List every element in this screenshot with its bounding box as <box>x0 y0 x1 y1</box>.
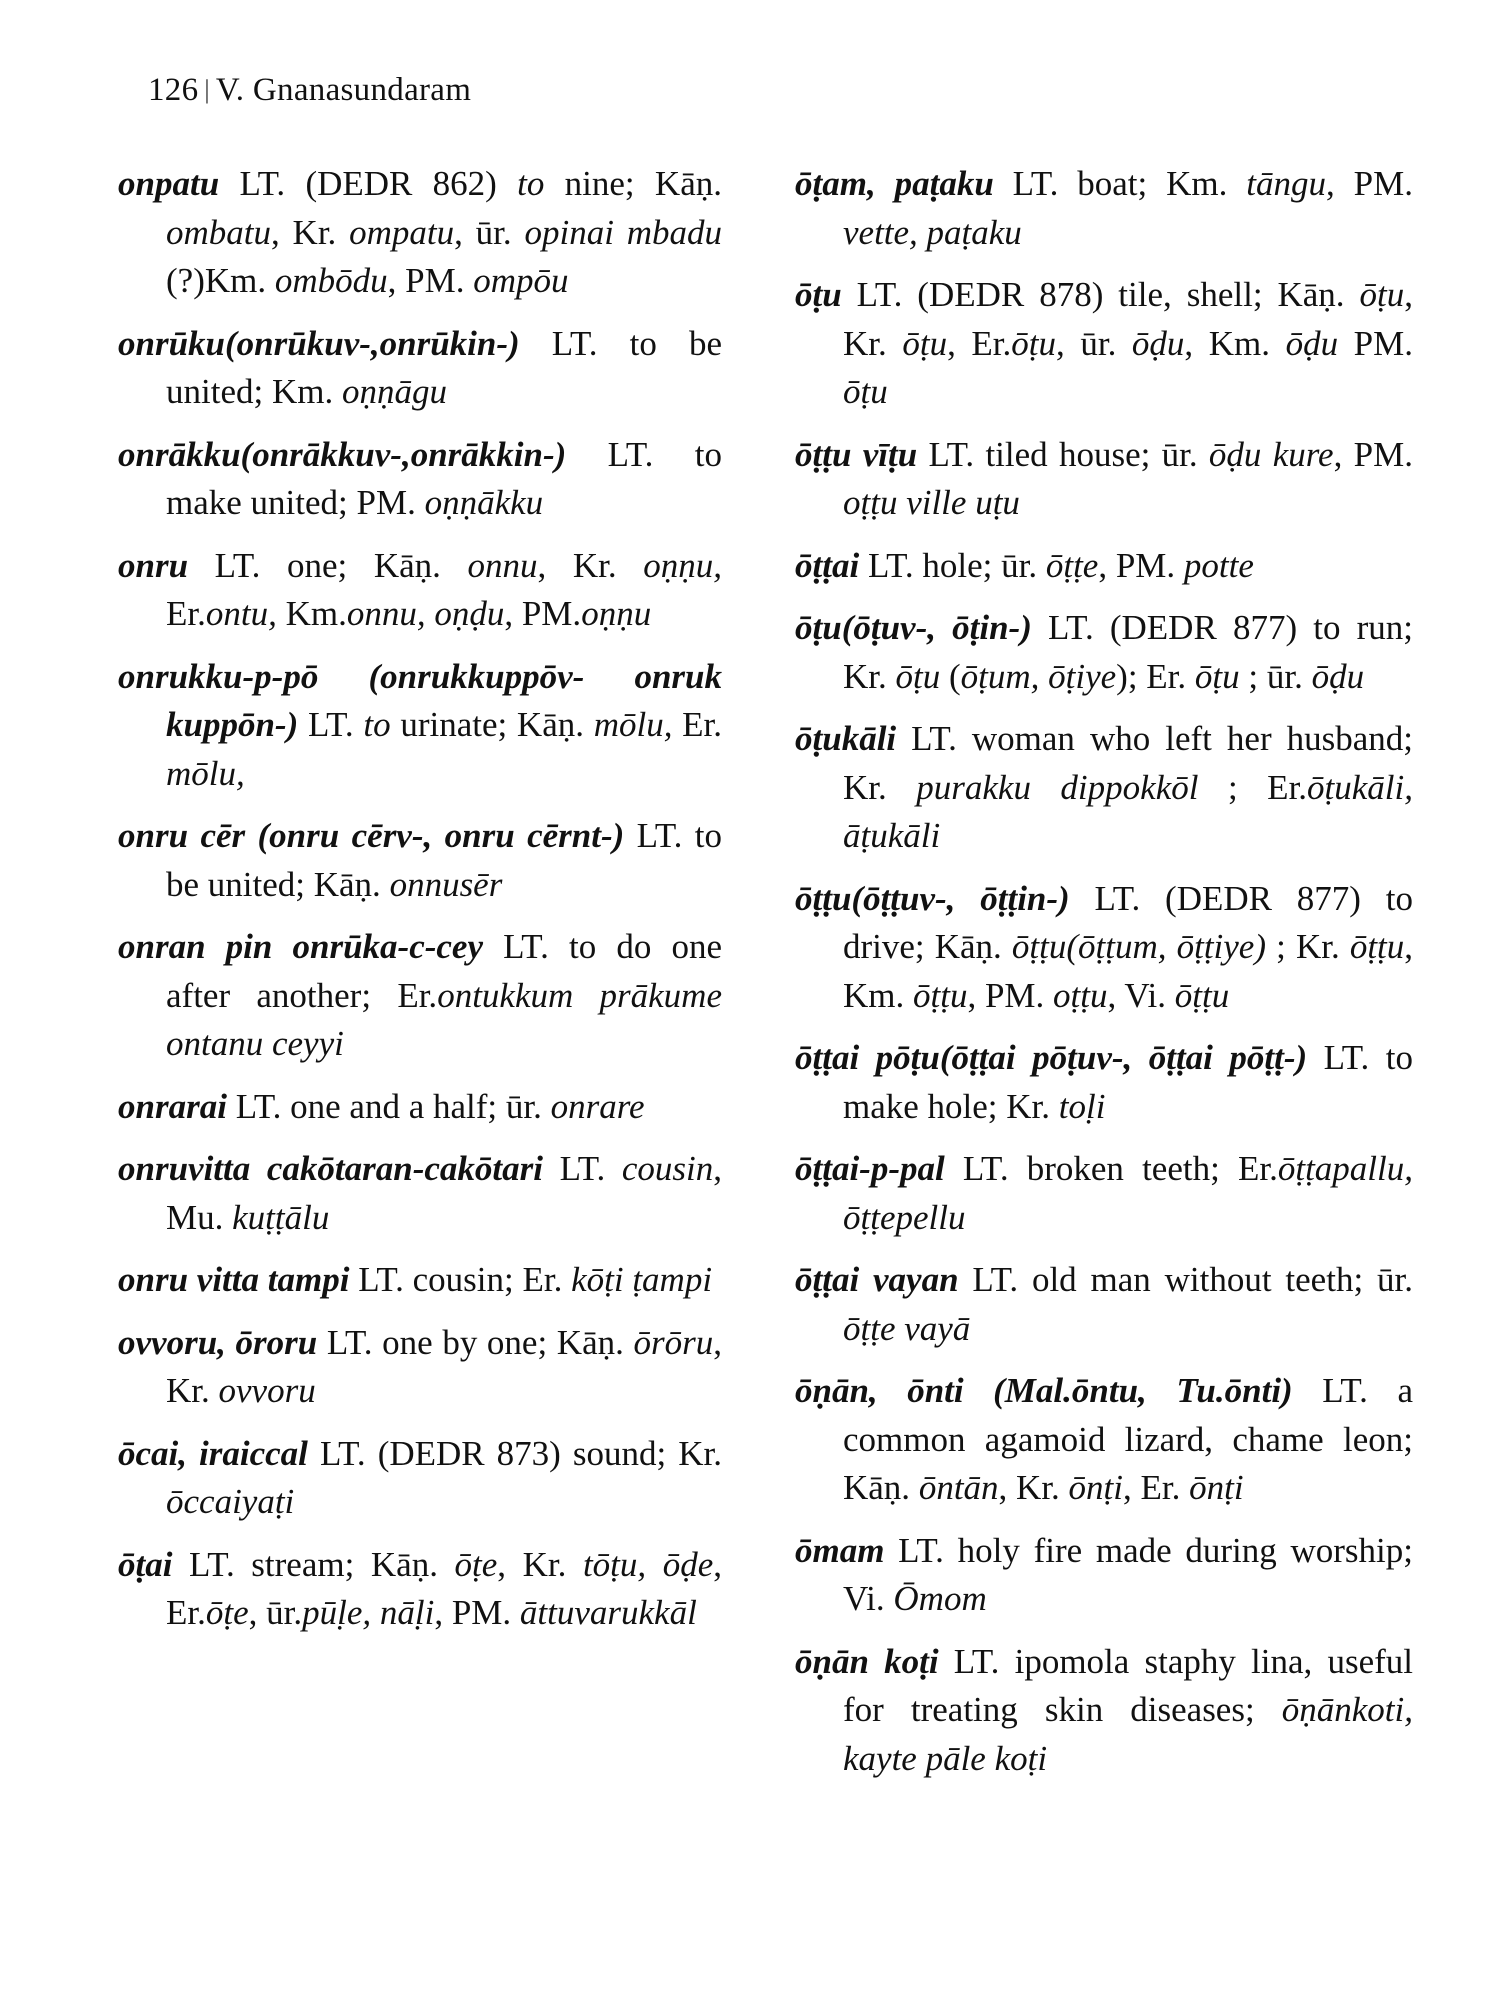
entry-text: LT. to do one after another; Er. <box>166 927 722 1015</box>
entry-text: , PM. <box>387 261 474 300</box>
dictionary-entry <box>795 542 1413 591</box>
entry-text: LT. one by one; Kāṇ. <box>317 1322 634 1362</box>
entry-text: , ūr. <box>1056 323 1132 363</box>
cognate-form: ōṭu <box>895 656 941 696</box>
dictionary-entry <box>118 1319 722 1416</box>
entry-text: , Er. <box>166 1544 723 1632</box>
entry-text: LT. woman who left her husband; Kr. <box>843 719 1413 807</box>
cognate-form: ōṭṭe <box>1045 545 1099 585</box>
dictionary-entry <box>795 875 1413 1021</box>
entry-text: urinate; Kāṇ. <box>390 705 594 744</box>
entry-text: LT. to be united; Km. <box>166 323 722 411</box>
cognate-form: ōṇānkoti, kayte pāle koṭi <box>843 1690 1413 1778</box>
cognate-form: ōṭṭapallu, ōṭṭepellu <box>843 1149 1413 1237</box>
dictionary-entry <box>795 1527 1413 1624</box>
dictionary-entry <box>795 160 1413 257</box>
entry-text: PM. <box>1338 323 1414 363</box>
cognate-form: ōṭu <box>1011 323 1057 363</box>
headword: ōṭṭai vayan <box>795 1260 959 1299</box>
left-column <box>118 160 722 1652</box>
cognate-form: ompōu <box>473 261 569 300</box>
headword: ōṭṭu vīṭu <box>795 434 918 474</box>
entry-text: LT. (DEDR 862) <box>219 164 518 203</box>
cognate-form: ōḍu <box>1131 323 1185 363</box>
headword: ōcai, iraiccal <box>118 1433 308 1473</box>
headword: onru vitta tampi <box>118 1260 350 1299</box>
dictionary-entry <box>795 1638 1413 1784</box>
entry-text: LT. hole; ūr. <box>859 545 1046 585</box>
cognate-form: cousin <box>621 1149 714 1188</box>
entry-text: LT. (DEDR 878) tile, shell; Kāṇ. <box>841 275 1360 314</box>
entry-text: , Er. <box>947 323 1012 363</box>
headword: ōṭṭai <box>795 545 860 585</box>
cognate-form: ōccaiyaṭi <box>166 1482 295 1521</box>
headword: ōṭai <box>118 1544 173 1584</box>
headword: ōṇān, ōnti (Mal.ōntu, Tu.ōnti) <box>795 1371 1293 1410</box>
dictionary-entry <box>795 271 1413 417</box>
dictionary-entry <box>118 1541 722 1638</box>
cognate-form: vette, paṭaku <box>843 212 1022 252</box>
cognate-form: āttuvarukkāl <box>519 1593 697 1632</box>
cognate-form: ōṭṭu <box>1349 927 1405 966</box>
dictionary-entry <box>795 1256 1413 1353</box>
cognate-form: ōḍu kure <box>1208 434 1334 474</box>
entry-text: , ūr. <box>454 212 525 252</box>
cognate-form: potte <box>1183 545 1254 585</box>
cognate-form: mōlu, <box>166 753 245 793</box>
entry-text: , ūr. <box>248 1593 303 1632</box>
dictionary-entry <box>118 320 722 417</box>
cognate-form: ōṭum, ōṭiye <box>960 656 1117 696</box>
cognate-form: onnu, oṇḍu <box>346 594 505 633</box>
headword: ōṭukāli <box>795 719 897 758</box>
entry-text: , PM. <box>1326 164 1413 203</box>
dictionary-entry <box>795 1034 1413 1131</box>
entry-text: , Kr. <box>271 212 350 252</box>
right-column <box>795 160 1413 1797</box>
cognate-form: opinai mbadu <box>524 212 722 252</box>
entry-text: LT. (DEDR 873) sound; Kr. <box>307 1433 722 1473</box>
headword: onrarai <box>118 1086 227 1126</box>
entry-text: , PM. <box>504 594 582 633</box>
cognate-form: to <box>363 705 391 744</box>
entry-text: LT. holy fire made during worship; Vi. <box>843 1530 1413 1618</box>
dictionary-entry <box>118 1145 722 1242</box>
dictionary-entry <box>118 160 722 306</box>
dictionary-entry <box>795 1367 1413 1513</box>
headword: onrākku(onrākkuv-,onrākkin-) <box>118 434 567 474</box>
cognate-form: kōṭi ṭampi <box>571 1260 713 1299</box>
cognate-form: Ōmom <box>893 1579 987 1618</box>
cognate-form: ōṭu <box>843 372 888 411</box>
entry-text: LT. (DEDR 877) to run; Kr. <box>843 608 1414 696</box>
headword: ōṭṭai-p-pal <box>795 1149 945 1188</box>
cognate-form: ōnṭi <box>1189 1468 1244 1507</box>
cognate-form: ovvoru <box>218 1371 316 1410</box>
cognate-form: oṭṭu ville uṭu <box>843 483 1020 522</box>
entry-text: , PM. <box>967 975 1054 1015</box>
headword: ōmam <box>795 1530 885 1570</box>
entry-text: ); Er. <box>1116 656 1195 696</box>
entry-text: (?)Km. <box>166 261 275 300</box>
dictionary-entry <box>795 1145 1413 1242</box>
dictionary-entry <box>118 542 722 639</box>
cognate-form: ōṭe <box>205 1593 249 1632</box>
entry-text: , PM. <box>434 1593 520 1632</box>
cognate-form: tōṭu, <box>582 1544 647 1584</box>
dictionary-entry <box>118 1083 722 1132</box>
entry-text: , Er. <box>1123 1468 1190 1507</box>
entry-text: , Kr. <box>843 275 1413 363</box>
headword: ōṭu <box>795 275 842 314</box>
entry-text: ( <box>940 656 961 696</box>
headword: onpatu <box>118 164 220 203</box>
cognate-form: oṇṇu, <box>643 545 722 585</box>
entry-text: Er. <box>672 705 722 744</box>
entry-text: LT. stream; Kāṇ. <box>172 1544 455 1584</box>
headword: onruvitta cakōtaran-cakōtari <box>118 1149 543 1188</box>
entry-text: LT. to make hole; Kr. <box>843 1038 1413 1126</box>
cognate-form: ōṭṭu <box>913 975 968 1015</box>
cognate-form: ombōdu <box>274 261 388 300</box>
entry-text: LT. to be united; Kāṇ. <box>166 816 722 904</box>
entry-text: ; Er. <box>1198 767 1308 807</box>
cognate-form: onrare <box>550 1086 645 1126</box>
dictionary-entry <box>118 653 722 799</box>
entry-text: , Kr. <box>497 1544 583 1584</box>
entry-text: LT. boat; Km. <box>993 164 1247 203</box>
cognate-form: oṇṇāgu <box>341 372 447 411</box>
cognate-form: oṇṇākku <box>424 483 544 522</box>
cognate-form: ōḍu <box>1311 656 1365 696</box>
entry-text: , Vi. <box>1107 975 1175 1015</box>
cognate-form: onnusēr <box>389 864 503 904</box>
cognate-form: tāngu <box>1246 164 1327 203</box>
dictionary-entry <box>118 1430 722 1527</box>
entry-text: , Km. <box>843 927 1414 1015</box>
cognate-form: mōlu, <box>593 705 673 744</box>
cognate-form: onnu <box>467 545 538 585</box>
headword: ōṇān koṭi <box>795 1641 939 1681</box>
cognate-form: ōntān <box>918 1468 999 1507</box>
headword: onrukku-p-pō (onrukkuppōv- onruk kuppōn-) <box>118 656 722 744</box>
headword: ōṭṭu(ōṭṭuv-, ōṭṭin-) <box>795 878 1070 918</box>
entry-text: LT. (DEDR 877) to drive; Kāṇ. <box>843 878 1413 966</box>
entry-text: LT. to make united; PM. <box>166 434 722 522</box>
cognate-form: to <box>517 164 545 203</box>
cognate-form: ōṭu <box>1194 656 1240 696</box>
dictionary-entry <box>118 431 722 528</box>
cognate-form: ōṭe <box>454 1544 498 1584</box>
headword: ovvoru, ōroru <box>118 1322 318 1362</box>
entry-text: Er. <box>166 594 206 633</box>
entry-text: LT. old man without teeth; ūr. <box>958 1260 1413 1299</box>
cognate-form: ōḍu <box>1285 323 1339 363</box>
entry-text: LT. tiled house; ūr. <box>917 434 1209 474</box>
cognate-form: ontukkum prākume ontanu ceyyi <box>166 975 722 1063</box>
cognate-form: purakku dippokkōl <box>916 767 1199 807</box>
dictionary-entry <box>795 604 1413 701</box>
dictionary-entry <box>118 923 722 1069</box>
cognate-form: ōṭukāli, āṭukāli <box>843 767 1414 855</box>
cognate-form: ompatu <box>349 212 455 252</box>
headword: ōṭu(ōṭuv-, ōṭin-) <box>795 608 1032 647</box>
headword: onran pin onrūka-c-cey <box>118 927 484 966</box>
cognate-form: oṇṇu <box>581 594 652 633</box>
entry-text: LT. a common agamoid lizard, chame leon; Kāṇ. <box>843 1371 1413 1507</box>
headword: ōṭṭai pōṭu(ōṭṭai pōṭuv-, ōṭṭai pōṭṭ-) <box>795 1038 1308 1077</box>
entry-text: Km. <box>276 594 347 633</box>
author-name: V. Gnanasundaram <box>215 72 472 108</box>
cognate-form: ombatu <box>166 212 271 252</box>
cognate-form: ōṭṭe vayā <box>843 1308 971 1348</box>
entry-text: nine; Kāṇ. <box>544 164 722 203</box>
entry-text: , Kr. <box>166 1322 722 1410</box>
cognate-form: ōḍe <box>662 1544 714 1584</box>
page-number: 126 <box>148 72 199 108</box>
headword: onrūku(onrūkuv-,onrūkin-) <box>118 323 520 363</box>
cognate-form: toḷi <box>1058 1086 1106 1126</box>
entry-text: , Mu. <box>166 1149 722 1237</box>
entry-text: , Kr. <box>537 545 644 585</box>
entry-text: LT. one; Kāṇ. <box>188 545 468 585</box>
running-header <box>148 72 471 109</box>
cognate-form: ōṭṭu(ōṭṭum, ōṭṭiye) <box>1011 927 1267 966</box>
headword: onru cēr (onru cērv-, onru cērnt-) <box>118 816 625 855</box>
cognate-form: ōrōru <box>633 1322 714 1362</box>
headword: onru <box>118 545 189 585</box>
cognate-form: oṭṭu <box>1053 975 1108 1015</box>
entry-text <box>646 1545 663 1584</box>
entry-text: , Kr. <box>998 1468 1069 1507</box>
dictionary-entry <box>118 1256 722 1305</box>
dictionary-entry <box>795 431 1413 528</box>
cognate-form: ōṭṭu <box>1174 975 1230 1015</box>
entry-text: LT. <box>298 705 364 744</box>
headword: ōṭam, paṭaku <box>795 164 994 203</box>
cognate-form: ōṭu <box>1359 275 1405 314</box>
dictionary-entry <box>118 812 722 909</box>
cognate-form: ontu, <box>205 594 277 633</box>
entry-text: , PM. <box>1333 434 1413 474</box>
entry-text: LT. broken teeth; Er. <box>944 1149 1278 1188</box>
dictionary-entry <box>795 715 1413 861</box>
cognate-form: ōnṭi <box>1068 1468 1123 1507</box>
entry-text: ; Kr. <box>1266 927 1350 966</box>
cognate-form: pūḷe, nāḷi <box>302 1593 435 1632</box>
entry-text: LT. ipomola staphy lina, useful for treating skin diseases; <box>843 1641 1413 1729</box>
entry-text: ; ūr. <box>1239 656 1312 696</box>
entry-text: LT. one and a half; ūr. <box>226 1086 551 1126</box>
entry-text: LT. <box>542 1149 622 1188</box>
cognate-form: kuṭṭālu <box>232 1197 330 1237</box>
entry-text: , PM. <box>1098 545 1184 585</box>
cognate-form: ōṭu <box>902 323 948 363</box>
entry-text: , Km. <box>1184 323 1286 363</box>
entry-text: LT. cousin; Er. <box>349 1260 572 1299</box>
header-separator: | <box>204 75 210 104</box>
